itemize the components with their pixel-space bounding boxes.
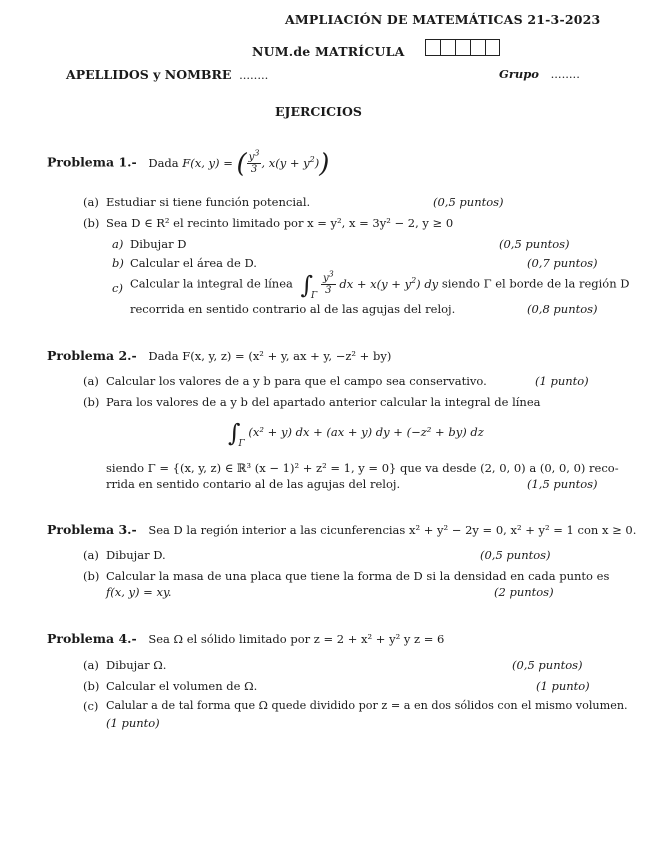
p4-b-points: (1 punto) xyxy=(536,679,590,693)
grupo-label: Grupo xyxy=(499,67,539,81)
p2-b-text: Para los valores de a y b del apartado anterior calcular la integral de línea xyxy=(106,395,541,409)
p3-b-tag: (b) xyxy=(83,569,100,583)
p4-c-points: (1 punto) xyxy=(106,716,160,730)
p3-heading xyxy=(47,522,636,537)
p2-integral: $\int_\Gamma$ (x² + y) dx + (ax + y) dy + (−z² + by) dz xyxy=(228,419,484,449)
p2-heading xyxy=(47,348,391,363)
p1-b-tag: (b) xyxy=(83,216,100,230)
p1-bc-tag: c) xyxy=(112,281,123,295)
p4-intro: Sea Ω el sólido limitado por z = 2 + x² + y² y z = 6 xyxy=(148,632,445,646)
p2-b-tag: (b) xyxy=(83,395,100,409)
p2-a-text: Calcular los valores de a y b para que el campo sea conservativo. xyxy=(106,374,487,388)
matricula-box[interactable] xyxy=(470,39,485,56)
matricula-box[interactable] xyxy=(485,39,500,56)
p2-label: Problema 2.- xyxy=(47,348,137,363)
p4-c-text: Calular a de tal forma que Ω quede dividido por z = a en dos sólidos con el mismo volumen. xyxy=(106,699,628,712)
matricula-box[interactable] xyxy=(425,39,440,56)
p1-label: Problema 1.- xyxy=(47,154,137,170)
p4-a-text: Dibujar Ω. xyxy=(106,658,167,672)
p1-intro: Dada xyxy=(148,155,179,170)
p4-b-text: Calcular el volumen de Ω. xyxy=(106,679,258,693)
p1-bb-tag: b) xyxy=(112,256,124,270)
apellidos-label: APELLIDOS y NOMBRE xyxy=(66,67,232,82)
p2-b-text2: siendo Γ = {(x, y, z) ∈ ℝ³ (x − 1)² + z² = 1, y = 0} que va desde (2, 0, 0) a (0, 0, 0) reco- xyxy=(106,461,619,475)
p1-bc-line: Calcular la integral de línea $\int_\Gamma$ $\frac{y^3}{3}$ dx + $x(y + y^2)$ dy siendo Γ el borde de la región D xyxy=(130,269,630,301)
p3-a-tag: (a) xyxy=(83,548,99,562)
p4-b-tag: (b) xyxy=(83,679,100,693)
grupo-dots[interactable]: ........ xyxy=(550,67,580,81)
p2-a-tag: (a) xyxy=(83,374,99,388)
p4-label: Problema 4.- xyxy=(47,631,137,646)
p1-bc-points: (0,8 puntos) xyxy=(527,302,598,316)
p1-heading xyxy=(47,148,330,179)
p4-heading xyxy=(47,631,444,646)
p1-a-tag: (a) xyxy=(83,195,99,209)
p4-a-tag: (a) xyxy=(83,658,99,672)
p3-intro: Sea D la región interior a las cicunferencias x² + y² − 2y = 0, x² + y² = 1 con x ≥ 0. xyxy=(148,523,637,537)
p4-a-points: (0,5 puntos) xyxy=(512,658,583,672)
p1-bc-text2: siendo Γ el borde de la región D xyxy=(441,276,630,291)
matricula-box[interactable] xyxy=(440,39,455,56)
apellidos-row xyxy=(66,67,268,82)
p3-b-text: Calcular la masa de una placa que tiene la forma de D si la densidad en cada punto es xyxy=(106,569,610,583)
matricula-label: NUM.de MATRÍCULA xyxy=(252,44,405,59)
p1-bb-points: (0,7 puntos) xyxy=(527,256,598,270)
p2-integral-expr: (x² + y) dx + (ax + y) dy + (−z² + by) dz xyxy=(248,425,484,439)
p3-b-text2: f(x, y) = xy. xyxy=(106,585,172,599)
exam-title: AMPLIACIÓN DE MATEMÁTICAS 21-3-2023 xyxy=(285,12,601,27)
p3-b-points: (2 puntos) xyxy=(494,585,554,599)
p1-ba-tag: a) xyxy=(112,237,124,251)
matricula-box[interactable] xyxy=(455,39,470,56)
p4-c-tag: (c) xyxy=(83,699,99,713)
p1-b-text: Sea D ∈ R² el recinto limitado por x = y², x = 3y² − 2, y ≥ 0 xyxy=(106,216,454,230)
p2-intro: Dada F(x, y, z) = (x² + y, ax + y, −z² + by) xyxy=(148,349,392,363)
p1-bb-text: Calcular el área de D. xyxy=(130,256,257,270)
p1-bc-text1: Calcular la integral de línea xyxy=(130,276,293,291)
p3-label: Problema 3.- xyxy=(47,522,137,537)
p1-a-points: (0,5 puntos) xyxy=(433,195,504,209)
p2-b-points: (1,5 puntos) xyxy=(527,477,598,491)
p2-a-points: (1 punto) xyxy=(535,374,589,388)
p1-formula: F(x, y) = ( $\frac{y^3}{3}$ , $x(y + y^2)$) xyxy=(182,148,330,179)
p3-a-points: (0,5 puntos) xyxy=(480,548,551,562)
section-title: EJERCICIOS xyxy=(275,104,362,119)
p1-ba-text: Dibujar D xyxy=(130,237,187,251)
matricula-boxes[interactable] xyxy=(425,39,500,56)
p3-a-text: Dibujar D. xyxy=(106,548,166,562)
p1-a-text: Estudiar si tiene función potencial. xyxy=(106,195,311,209)
grupo-row xyxy=(499,67,580,81)
p1-ba-points: (0,5 puntos) xyxy=(499,237,570,251)
apellidos-dots[interactable]: ........ xyxy=(239,68,269,82)
p2-b-text3: rrida en sentido contario al de las agujas del reloj. xyxy=(106,477,401,491)
p1-bc-text3: recorrida en sentido contrario al de las agujas del reloj. xyxy=(130,302,456,316)
